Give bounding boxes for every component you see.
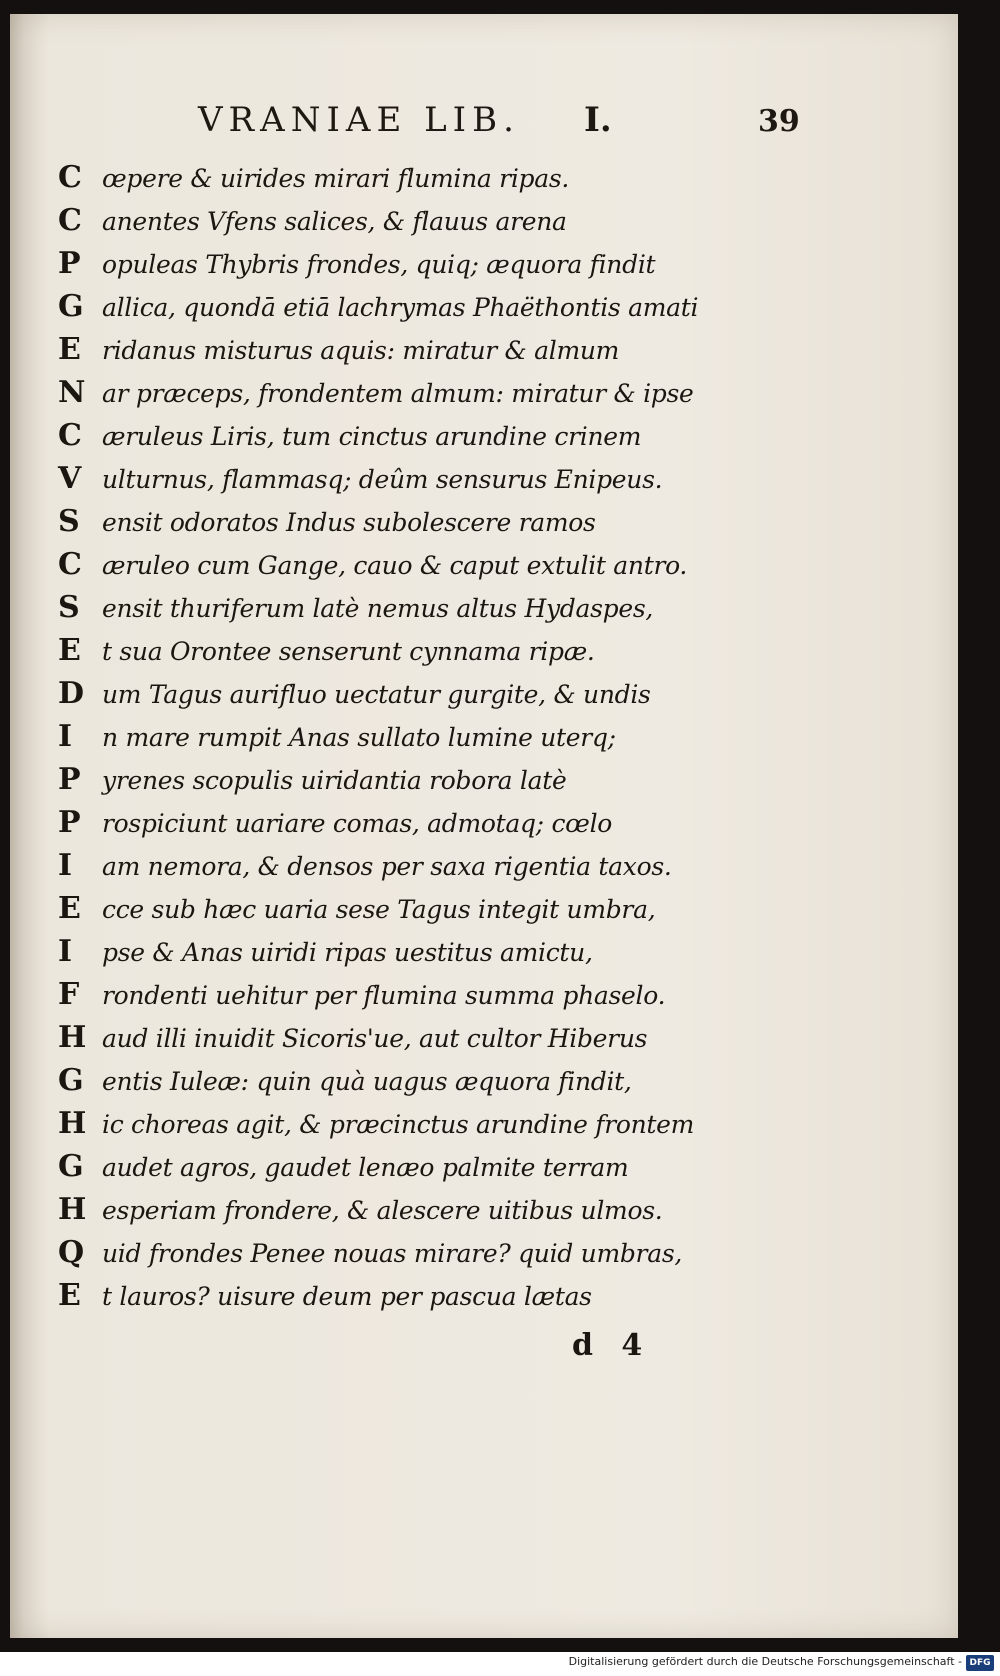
funding-credit: Digitalisierung gefördert durch die Deutsche Forschungsgemeinschaft -: [568, 1655, 962, 1668]
verse-line: [58, 586, 918, 629]
verse-line: [58, 1188, 918, 1231]
verse-text: rondenti uehitur per flumina summa phaselo.: [102, 981, 666, 1010]
verse-initial: E: [58, 891, 81, 926]
verse-initial: C: [58, 160, 82, 195]
verse-line: [58, 887, 918, 930]
verse-list: [58, 156, 918, 1317]
verse-line: [58, 371, 918, 414]
verse-text: anentes Vfens salices, & flauus arena: [102, 207, 567, 236]
verse-initial: G: [58, 1149, 84, 1184]
verse-initial: N: [58, 375, 86, 410]
verse-text: uid frondes Penee nouas mirare? quid umbras,: [102, 1239, 682, 1268]
verse-initial: I: [58, 934, 73, 969]
verse-initial: V: [58, 461, 82, 496]
verse-initial: H: [58, 1192, 87, 1227]
verse-text: um Tagus aurifluo uectatur gurgite, & undis: [102, 680, 651, 709]
verse-text: allica, quondā etiā lachrymas Phaëthontis amati: [102, 293, 699, 322]
verse-initial: C: [58, 203, 82, 238]
verse-line: [58, 457, 918, 500]
footer-bar: [0, 1652, 1000, 1676]
verse-text: t lauros? uisure deum per pascua lætas: [102, 1282, 592, 1311]
dfg-logo[interactable]: DFG: [966, 1655, 994, 1671]
verse-initial: I: [58, 848, 73, 883]
verse-initial: C: [58, 418, 82, 453]
verse-line: [58, 1102, 918, 1145]
verse-initial: G: [58, 1063, 84, 1098]
verse-line: [58, 844, 918, 887]
verse-line: [58, 414, 918, 457]
verse-initial: P: [58, 805, 81, 840]
verse-text: entis Iuleæ: quin quà uagus æquora findit,: [102, 1067, 632, 1096]
verse-initial: P: [58, 762, 81, 797]
verse-text: œpere & uirides mirari flumina ripas.: [102, 164, 570, 193]
verse-initial: E: [58, 1278, 81, 1313]
verse-text: t sua Orontee senserunt cynnama ripæ.: [102, 637, 595, 666]
verse-text: ensit thuriferum latè nemus altus Hydaspes,: [102, 594, 653, 623]
verse-line: [58, 715, 918, 758]
page-header: [10, 100, 958, 146]
verse-initial: H: [58, 1020, 87, 1055]
verse-text: audet agros, gaudet lenæo palmite terram: [102, 1153, 629, 1182]
verse-text: aud illi inuidit Sicoris'ue, aut cultor Hiberus: [102, 1024, 648, 1053]
verse-initial: S: [58, 590, 80, 625]
verse-line: [58, 500, 918, 543]
verse-line: [58, 629, 918, 672]
verse-line: [58, 543, 918, 586]
verse-line: [58, 156, 918, 199]
verse-text: cce sub hæc uaria sese Tagus integit umbra,: [102, 895, 656, 924]
verse-initial: P: [58, 246, 81, 281]
verse-initial: Q: [58, 1235, 85, 1270]
book-page: [10, 14, 958, 1638]
verse-line: [58, 930, 918, 973]
verse-initial: E: [58, 332, 81, 367]
verse-text: am nemora, & densos per saxa rigentia taxos.: [102, 852, 672, 881]
verse-line: [58, 1145, 918, 1188]
verse-line: [58, 1231, 918, 1274]
verse-text: rospiciunt uariare comas, admotaq; cœlo: [102, 809, 613, 838]
verse-initial: D: [58, 676, 85, 711]
verse-initial: G: [58, 289, 84, 324]
verse-text: ic choreas agit, & præcinctus arundine frontem: [102, 1110, 695, 1139]
verse-line: [58, 328, 918, 371]
verse-initial: E: [58, 633, 81, 668]
verse-line: [58, 758, 918, 801]
verse-line: [58, 1059, 918, 1102]
verse-initial: F: [58, 977, 80, 1012]
verse-text: ensit odoratos Indus subolescere ramos: [102, 508, 596, 537]
verse-text: yrenes scopulis uiridantia robora latè: [102, 766, 567, 795]
verse-text: æruleus Liris, tum cinctus arundine crinem: [102, 422, 642, 451]
verse-text: n mare rumpit Anas sullato lumine uterq;: [102, 723, 616, 752]
verse-initial: C: [58, 547, 82, 582]
book-number: I.: [584, 100, 612, 140]
verse-text: esperiam frondere, & alescere uitibus ulmos.: [102, 1196, 663, 1225]
verse-line: [58, 199, 918, 242]
running-title: VRANIAE LIB.: [198, 100, 520, 140]
verse-text: opuleas Thybris frondes, quiq; æquora findit: [102, 250, 656, 279]
verse-line: [58, 242, 918, 285]
verse-initial: S: [58, 504, 80, 539]
verse-text: ridanus misturus aquis: miratur & almum: [102, 336, 620, 365]
verse-line: [58, 672, 918, 715]
signature-mark: d 4: [572, 1328, 643, 1363]
verse-text: ulturnus, flammasq; deûm sensurus Enipeus.: [102, 465, 663, 494]
verse-initial: H: [58, 1106, 87, 1141]
verse-line: [58, 801, 918, 844]
verse-line: [58, 1016, 918, 1059]
verse-text: pse & Anas uiridi ripas uestitus amictu,: [102, 938, 593, 967]
verse-initial: I: [58, 719, 73, 754]
verse-line: [58, 1274, 918, 1317]
verse-text: æruleo cum Gange, cauo & caput extulit antro.: [102, 551, 688, 580]
folio-number: 39: [758, 104, 800, 139]
verse-text: ar præceps, frondentem almum: miratur & ipse: [102, 379, 694, 408]
verse-line: [58, 285, 918, 328]
verse-line: [58, 973, 918, 1016]
